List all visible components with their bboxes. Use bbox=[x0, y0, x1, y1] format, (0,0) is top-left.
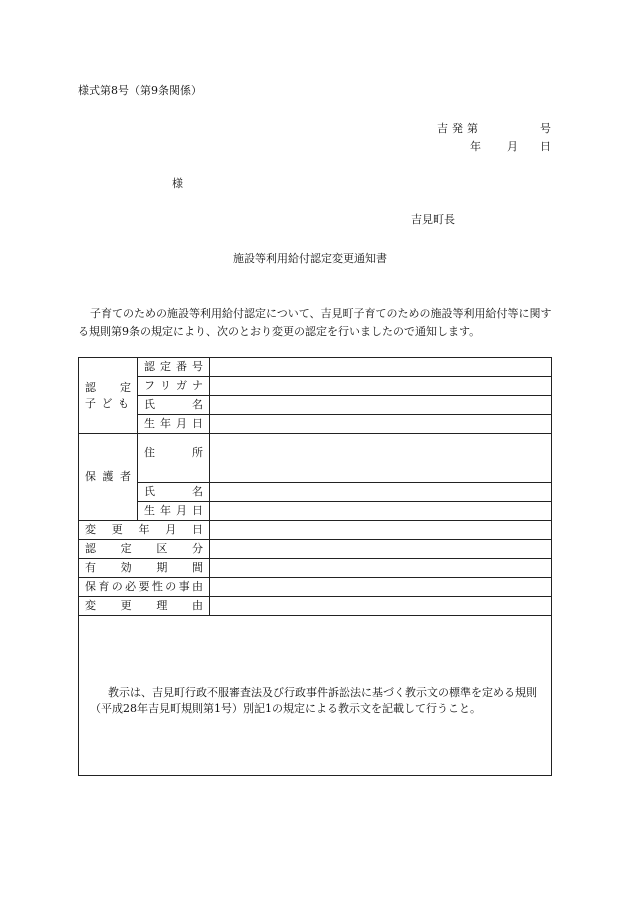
value-cell bbox=[210, 434, 552, 483]
group-char: ど bbox=[101, 396, 113, 410]
row-label-change-date: 変 更 年 月 日 bbox=[79, 521, 210, 540]
group-char: 認 bbox=[85, 380, 96, 394]
group-char: も bbox=[118, 396, 129, 410]
body-text: 子育てのための施設等利用給付認定について、吉見町子育てのための施設等利用給付等に関する規則第9条の規定により、次のとおり変更の認定を行いましたので通知します。 bbox=[78, 307, 552, 338]
value-cell bbox=[210, 502, 552, 521]
value-cell bbox=[210, 415, 552, 434]
value-cell bbox=[210, 396, 552, 415]
table-row bbox=[79, 358, 552, 377]
group-char: 子 bbox=[85, 396, 96, 410]
row-label-change-reason: 変 更 理 由 bbox=[79, 597, 210, 616]
recipient-suffix: 様 bbox=[172, 177, 183, 190]
group-char: 定 bbox=[120, 380, 131, 394]
guardian-group-label: 保 護 者 bbox=[79, 434, 138, 521]
doc-number-char: 吉 bbox=[437, 122, 448, 135]
table-row bbox=[79, 396, 552, 415]
value-cell bbox=[210, 521, 552, 540]
notice-text: 教示は、吉見町行政不服審査法及び行政事件訴訟法に基づく教示文の標準を定める規則（平成28年吉見町規則第1号）別記1の規定による教示文を記載して行うこと。 bbox=[90, 686, 537, 715]
value-cell bbox=[210, 578, 552, 597]
row-label-name: 氏 名 bbox=[138, 396, 210, 415]
row-label-name: 氏 名 bbox=[138, 483, 210, 502]
doc-number-char: 号 bbox=[540, 122, 551, 135]
value-cell bbox=[210, 559, 552, 578]
issue-date bbox=[470, 138, 552, 152]
table-row bbox=[79, 502, 552, 521]
row-label-furigana: フ リ ガ ナ bbox=[138, 377, 210, 396]
document-title: 施設等利用給付認定変更通知書 bbox=[233, 252, 387, 265]
date-year-char: 年 bbox=[470, 140, 481, 153]
row-label-cert-category: 認 定 区 分 bbox=[79, 540, 210, 559]
value-cell bbox=[210, 597, 552, 616]
table-row bbox=[79, 415, 552, 434]
doc-number-char: 第 bbox=[467, 122, 478, 135]
table-row bbox=[79, 578, 552, 597]
row-label-cert-number: 認 定 番 号 bbox=[138, 358, 210, 377]
document-number bbox=[437, 120, 552, 134]
issuer-name: 吉見町長 bbox=[411, 213, 455, 226]
row-label-valid-period: 有 効 期 間 bbox=[79, 559, 210, 578]
value-cell bbox=[210, 483, 552, 502]
date-month-char: 月 bbox=[507, 140, 518, 153]
child-group-label bbox=[79, 358, 138, 434]
table-row bbox=[79, 597, 552, 616]
value-cell bbox=[210, 358, 552, 377]
value-cell bbox=[210, 377, 552, 396]
table-row bbox=[79, 540, 552, 559]
row-label-childcare-reason: 保 育 の 必 要 性 の 事 由 bbox=[79, 578, 210, 597]
table-row bbox=[79, 483, 552, 502]
form-number: 様式第8号（第9条関係） bbox=[78, 84, 202, 97]
table-row bbox=[79, 434, 552, 483]
row-label-address: 住 所 bbox=[138, 434, 210, 483]
row-label-birthdate: 生 年 月 日 bbox=[138, 415, 210, 434]
table-row bbox=[79, 559, 552, 578]
value-cell bbox=[210, 540, 552, 559]
table-row bbox=[79, 521, 552, 540]
table-row bbox=[79, 377, 552, 396]
date-day-char: 日 bbox=[540, 140, 551, 153]
row-label-birthdate: 生 年 月 日 bbox=[138, 502, 210, 521]
doc-number-char: 発 bbox=[452, 122, 463, 135]
